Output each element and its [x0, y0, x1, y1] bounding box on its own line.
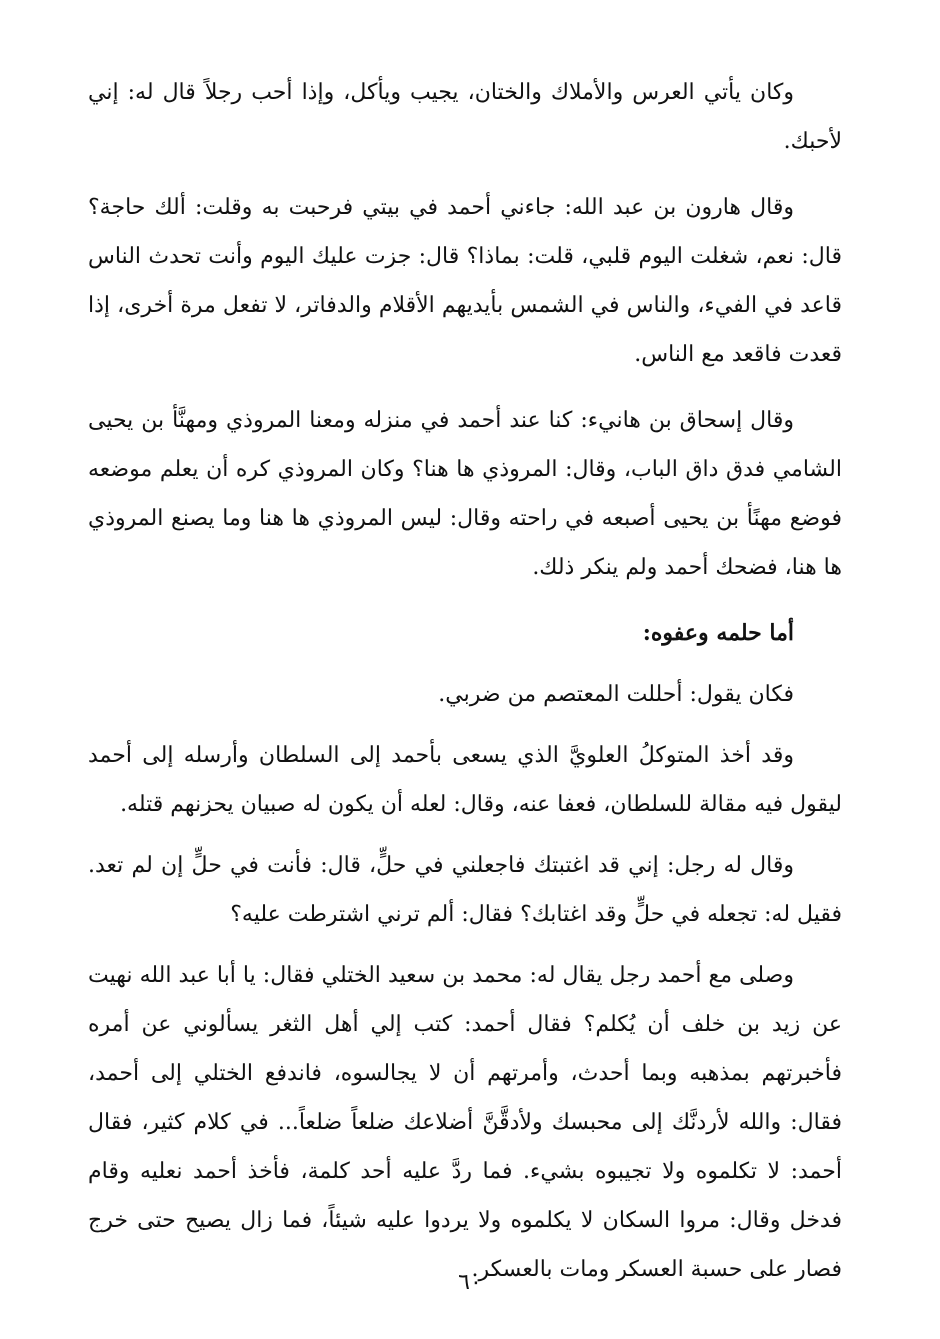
paragraph: وصلى مع أحمد رجل يقال له: محمد بن سعيد الختلي فقال: يا أبا عبد الله نهيت عن زيد بن خلف أن يُكلم؟ فقال أحمد: كتب إلي أهل الثغر يسألوني عن أمره فأخبرتهم بمذهبه وبما أحدث، وأمرتهم أن لا يجالسوه، فاندفع الختلي إلى أحمد، فقال: والله لأردنَّك إلى محبسك ولأدقَّنَّ أضلاعك ضلعاً ضلعاً... في كلام كثير، فقال أحمد: لا تكلموه ولا تجيبوه بشيء. فما ردَّ عليه أحد كلمة، فأخذ أحمد نعليه وقام فدخل وقال: مروا السكان لا يكلموه ولا يردوا عليه شيئاً، فما زال يصيح حتى خرج فصار على حسبة العسكر ومات بالعسكر.: [88, 963, 842, 1282]
paragraph: وقال هارون بن عبد الله: جاءني أحمد في بيتي فرحبت به وقلت: ألك حاجة؟ قال: نعم، شغلت اليوم قلبي، قلت: بماذا؟ قال: جزت عليك اليوم وأنت تحدث الناس قاعد في الفيء، والناس في الشمس بأيديهم الأقلام والدفاتر، لا تفعل مرة أخرى، إذا قعدت فاقعد مع الناس.: [88, 195, 842, 367]
paragraph: وقد أخذ المتوكلُ العلويَّ الذي يسعى بأحمد إلى السلطان وأرسله إلى أحمد ليقول فيه مقالة للسلطان، فعفا عنه، وقال: لعله أن يكون له صبيان يحزنهم قتله.: [88, 743, 842, 817]
paragraph: وكان يأتي العرس والأملاك والختان، يجيب ويأكل، وإذا أحب رجلاً قال له: إني لأحبك.: [88, 80, 842, 154]
page-number: ٦٠: [458, 1270, 482, 1295]
body-text: [88, 68, 842, 1306]
paragraph: وقال له رجل: إني قد اغتبتك فاجعلني في حلٍّ، قال: فأنت في حلٍّ إن لم تعد. فقيل له: تجعله في حلٍّ وقد اغتابك؟ فقال: ألم ترني اشترطت عليه؟: [88, 853, 842, 927]
section-heading: أما حلمه وعفوه:: [642, 620, 794, 646]
paragraph: فكان يقول: أحللت المعتصم من ضربي.: [438, 682, 794, 707]
paragraph: وقال إسحاق بن هانيء: كنا عند أحمد في منزله ومعنا المروذي ومهنَّأ بن يحيى الشامي فدق داق الباب، وقال: المروذي ها هنا؟ وكان المروذي كره أن يعلم موضعه فوضع مهنًأ بن يحيى أصبعه في راحته وقال: ليس المروذي ها هنا وما يصنع المروذي ها هنا، فضحك أحمد ولم ينكر ذلك.: [88, 408, 842, 580]
